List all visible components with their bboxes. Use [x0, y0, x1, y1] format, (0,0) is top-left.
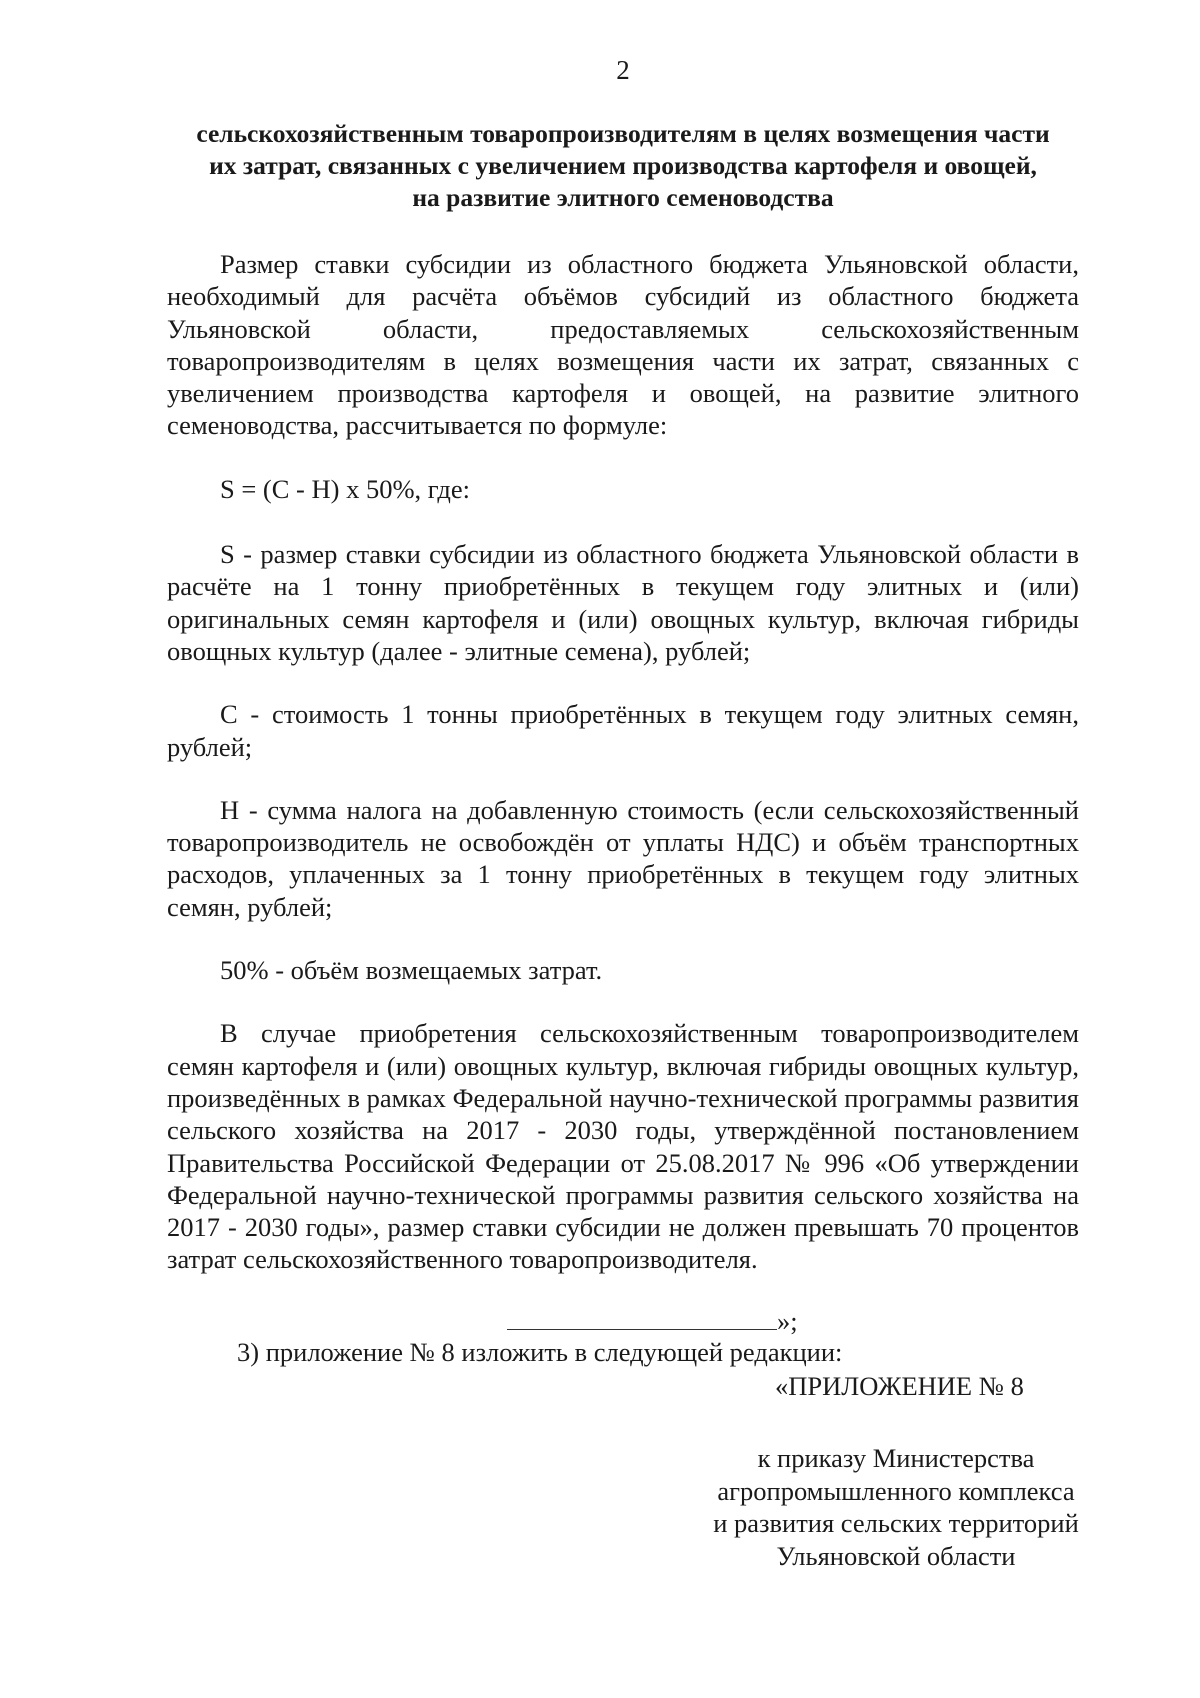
title-line: их затрат, связанных с увеличением производства картофеля и овощей, [209, 151, 1037, 180]
paragraph-intro: Размер ставки субсидии из областного бюджета Ульяновской области, необходимый для расчёта объёмов субсидий из областного бюджета Ульяновской области, предоставляемых сельскохозяйственным товаропроизводителям в целях возмещения части их затрат, связанных с увеличением производства картофеля и овощей, на развитие элитного семеноводства, рассчитывается по формуле: [167, 249, 1079, 441]
document-page [167, 0, 1079, 1698]
paragraph-definition-h: Н - сумма налога на добавленную стоимость (если сельскохозяйственный товаропроизводитель не освобождён от уплаты НДС) и объём транспортных расходов, уплаченных за 1 тонну приобретённых в текущем году элитных семян, рублей; [167, 794, 1079, 922]
appendix-ref-line: Ульяновской области [776, 1540, 1016, 1571]
underline-blank [507, 1311, 777, 1330]
document-body [167, 248, 1079, 1307]
paragraph-special-case: В случае приобретения сельскохозяйственным товаропроизводителем семян картофеля и (или) овощных культур, включая гибриды овощных культур, произведённых в рамках Федеральной научно-технической программы развития сельского хозяйства на 2017 - 2030 годы, утверждённой постановлением Правительства Российской Федерации от 25.08.2017 № 996 «Об утверждении Федеральной научно-технической программы развития сельского хозяйства на 2017 - 2030 годы», размер ставки субсидии не должен превышать 70 процентов затрат сельскохозяйственного товаропроизводителя. [167, 1018, 1079, 1275]
closing-quote: »; [777, 1306, 798, 1336]
title-line: сельскохозяйственным товаропроизводителям в целях возмещения части [196, 119, 1050, 148]
paragraph-formula: S = (С - Н) х 50%, где: [220, 473, 470, 504]
section-title [167, 118, 1079, 214]
appendix-ref-line: и развития сельских территорий [713, 1508, 1079, 1538]
page-number: 2 [616, 55, 630, 85]
title-line: на развитие элитного семеноводства [412, 183, 834, 212]
appendix-reference [697, 1442, 1095, 1572]
appendix-title: «ПРИЛОЖЕНИЕ № 8 [775, 1371, 1024, 1401]
amendment-item: 3) приложение № 8 изложить в следующей редакции: [237, 1337, 843, 1367]
paragraph-definition-s: S - размер ставки субсидии из областного бюджета Ульяновской области в расчёте на 1 тонну приобретённых в текущем году элитных и (или) оригинальных семян картофеля и (или) овощных культур, включая гибриды овощных культур (далее - элитные семена), рублей; [167, 539, 1079, 666]
closing-line [507, 1306, 798, 1336]
appendix-ref-line: к приказу Министерства [757, 1443, 1035, 1473]
paragraph-definition-c: С - стоимость 1 тонны приобретённых в текущем году элитных семян, рублей; [167, 699, 1079, 762]
paragraph-definition-percent: 50% - объём возмещаемых затрат. [220, 955, 603, 986]
appendix-ref-line: агропромышленного комплекса [717, 1475, 1075, 1506]
